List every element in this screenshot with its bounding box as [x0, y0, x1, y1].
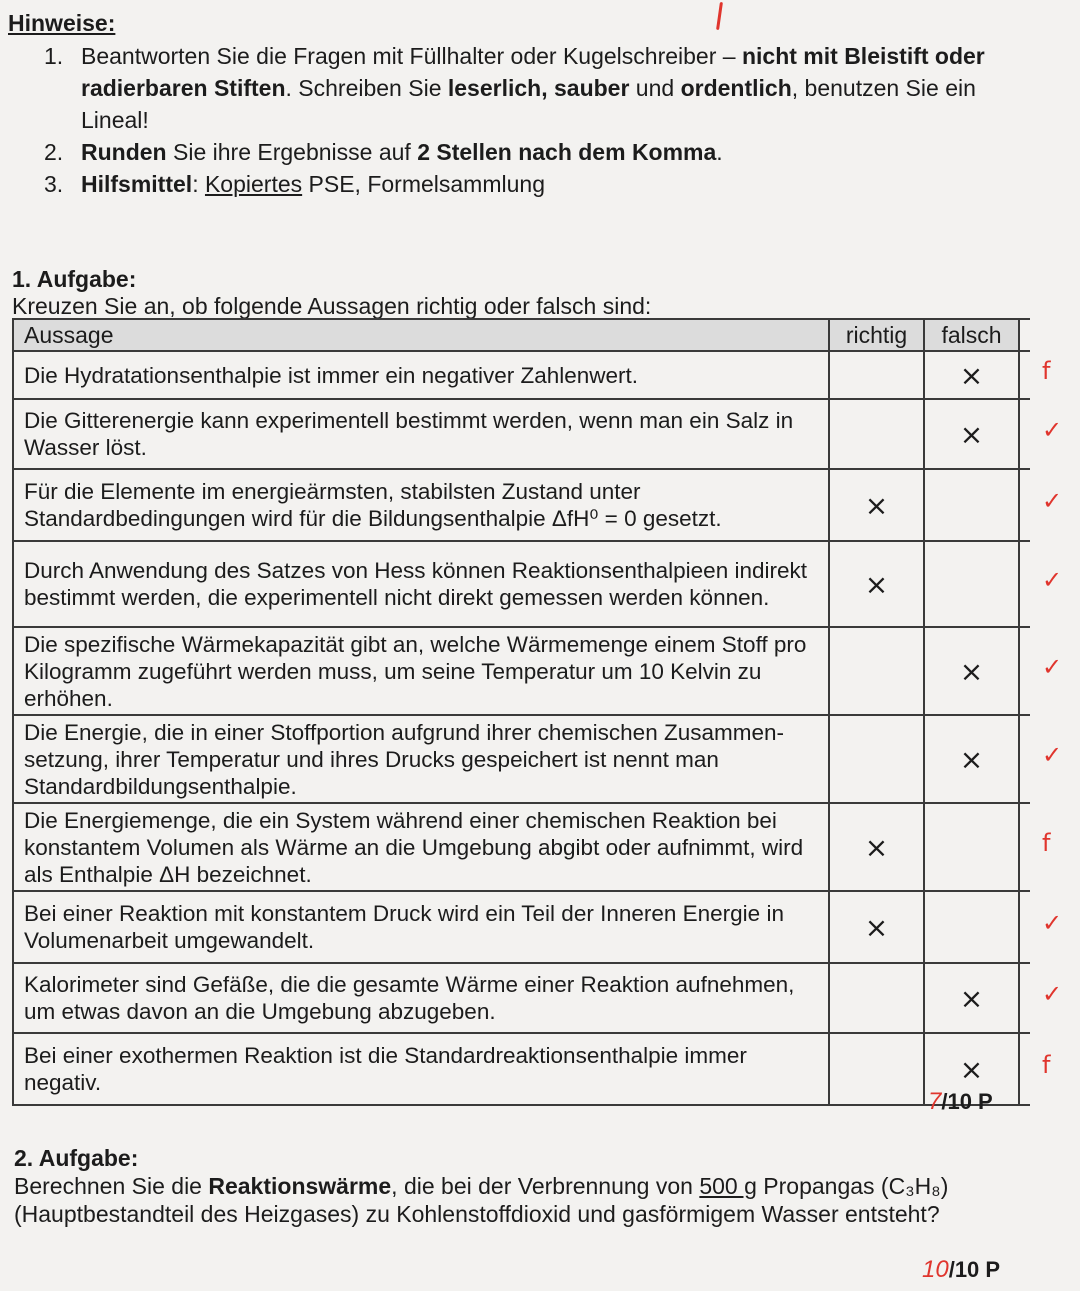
aufgabe2-text-part: Berechnen Sie die: [14, 1173, 209, 1199]
table-row: [12, 470, 1030, 542]
hinweis-text-part: . Schreiben Sie: [285, 75, 448, 101]
falsch-cross-cell: ×: [925, 400, 1020, 468]
aufgabe2-score: 10: [922, 1256, 949, 1283]
richtig-cross-cell: ×: [830, 804, 925, 890]
richtig-cross-cell: [830, 628, 925, 714]
hinweis-text-part: PSE, Formelsammlung: [302, 171, 545, 197]
check-mark-icon: ✓: [1042, 909, 1063, 937]
hinweis-text-part: , benutzen Sie ein Lineal!: [81, 75, 976, 133]
table-row: [12, 1034, 1030, 1106]
table-row: [12, 542, 1030, 628]
hinweis-text: [81, 168, 1024, 200]
richtig-cross-cell: [830, 400, 925, 468]
statement-text: Die Energiemenge, die ein System während einer chemischen Reaktion bei konstantem Volumen als Wärme an die Umgebung abgibt oder aufnimmt, wird als Enthalpie ΔH bezeichnet.: [12, 804, 830, 890]
header-aussage: Aussage: [12, 320, 830, 350]
hinweis-text-part: Sie ihre Ergebnisse auf: [166, 139, 418, 165]
aufgabe2-text-part: , die bei der Verbrennung von: [391, 1173, 700, 1199]
richtig-cross-cell: ×: [830, 542, 925, 626]
falsch-cross-cell: [925, 470, 1020, 540]
richtig-cross-cell: [830, 964, 925, 1032]
statement-text: Durch Anwendung des Satzes von Hess können Reaktionsenthalpieen indirekt bestimmt werden, die experimentell nicht direkt gemessen werden können.: [12, 542, 830, 626]
aufgabe2-points: [922, 1256, 1000, 1284]
table-row: [12, 400, 1030, 470]
falsch-cross-cell: [925, 892, 1020, 962]
table-row: [12, 804, 1030, 892]
wrong-mark-icon: f: [1042, 1051, 1051, 1079]
statement-text: Die Energie, die in einer Stoffportion aufgrund ihrer chemischen Zusammen-setzung, ihrer Temperatur und ihres Drucks gespeichert ist nennt man Standardbildungsenthalpie.: [12, 716, 830, 802]
table-row: [12, 892, 1030, 964]
wrong-mark-icon: f: [1042, 829, 1051, 857]
richtig-cross-cell: [830, 716, 925, 802]
hinweis-number: 1.: [44, 43, 64, 69]
hinweis-number: 2.: [44, 139, 64, 165]
aufgabe2-text-underlined: 500 g: [699, 1173, 757, 1199]
table-row: [12, 628, 1030, 716]
aufgabe1-title: 1. Aufgabe:: [12, 266, 137, 292]
hinweis-text: [81, 136, 1024, 168]
hinweis-text-part: und: [629, 75, 681, 101]
hinweis-text-part: Runden: [81, 139, 167, 165]
table-row: [12, 964, 1030, 1034]
aufgabe1-max: /10 P: [941, 1089, 993, 1114]
hinweise-title: Hinweise:: [8, 10, 116, 36]
hinweis-text-part: nicht mit Bleistift oder radierbaren Stiften: [81, 43, 985, 101]
check-mark-icon: ✓: [1042, 487, 1063, 515]
richtig-cross-cell: [830, 1034, 925, 1104]
falsch-cross-cell: ×: [925, 1034, 1020, 1104]
pen-stroke: [716, 2, 723, 30]
hinweis-number: 3.: [44, 171, 64, 197]
check-mark-icon: ✓: [1042, 980, 1063, 1008]
statements-table: [12, 318, 1030, 1106]
wrong-mark-icon: f: [1042, 357, 1051, 385]
falsch-cross-cell: ×: [925, 352, 1020, 398]
aufgabe2-max: /10 P: [948, 1257, 1001, 1282]
statement-text: Die spezifische Wärmekapazität gibt an, welche Wärmemenge einem Stoff pro Kilogramm zugeführt werden muss, um seine Temperatur um 10 Kelvin zu erhöhen.: [12, 628, 830, 714]
aufgabe1-score: 7: [928, 1088, 942, 1115]
hinweis-text-part: .: [716, 139, 723, 165]
check-mark-icon: ✓: [1042, 741, 1063, 769]
hinweis-text-part: Beantworten Sie die Fragen mit Füllhalter oder Kugelschreiber –: [81, 43, 742, 69]
table-row: [12, 352, 1030, 400]
aufgabe2-text: [14, 1172, 1014, 1228]
hinweis-text-part: ordentlich: [680, 75, 792, 101]
statement-text: Kalorimeter sind Gefäße, die die gesamte Wärme einer Reaktion aufnehmen, um etwas davon an die Umgebung abzugeben.: [12, 964, 830, 1032]
hinweis-text-part: Hilfsmittel: [81, 171, 193, 197]
header-richtig: richtig: [830, 320, 925, 350]
table-row: [12, 716, 1030, 804]
richtig-cross-cell: [830, 352, 925, 398]
falsch-cross-cell: ×: [925, 964, 1020, 1032]
check-mark-icon: ✓: [1042, 566, 1063, 594]
falsch-cross-cell: [925, 804, 1020, 890]
statement-text: Bei einer exothermen Reaktion ist die Standardreaktionsenthalpie immer negativ.: [12, 1034, 830, 1104]
falsch-cross-cell: [925, 542, 1020, 626]
statement-text: Die Gitterenergie kann experimentell bestimmt werden, wenn man ein Salz in Wasser löst.: [12, 400, 830, 468]
hinweis-text-part: Kopiertes: [204, 171, 303, 197]
hinweis-item: [44, 40, 1024, 136]
hinweis-text-part: leserlich, sauber: [447, 75, 630, 101]
aufgabe2-text-part: Propangas (C₃H₈) (Hauptbestandteil des Heizgases) zu Kohlenstoffdioxid und gasförmigem Wasser entsteht?: [14, 1173, 949, 1227]
hinweis-item: [44, 168, 1024, 200]
hinweise-list: [44, 40, 1024, 200]
richtig-cross-cell: ×: [830, 892, 925, 962]
aufgabe1-instruction: Kreuzen Sie an, ob folgende Aussagen richtig oder falsch sind:: [12, 293, 652, 319]
hinweis-text: [81, 40, 1024, 136]
richtig-cross-cell: ×: [830, 470, 925, 540]
header-falsch: falsch: [925, 320, 1020, 350]
hinweis-text-part: 2 Stellen nach dem Komma: [417, 139, 717, 165]
falsch-cross-cell: ×: [925, 628, 1020, 714]
statement-text: Bei einer Reaktion mit konstantem Druck wird ein Teil der Inneren Energie in Volumenarbeit umgewandelt.: [12, 892, 830, 962]
aufgabe2-text-bold: Reaktionswärme: [208, 1173, 392, 1199]
statement-text: Die Hydratationsenthalpie ist immer ein negativer Zahlenwert.: [12, 352, 830, 398]
hinweis-text-part: :: [192, 171, 205, 197]
check-mark-icon: ✓: [1042, 653, 1063, 681]
statement-text: Für die Elemente im energieärmsten, stabilsten Zustand unter Standardbedingungen wird für die Bildungsenthalpie ΔfH⁰ = 0 gesetzt.: [12, 470, 830, 540]
aufgabe1-points: [928, 1088, 993, 1116]
table-header-row: [12, 318, 1030, 352]
check-mark-icon: ✓: [1042, 416, 1063, 444]
falsch-cross-cell: ×: [925, 716, 1020, 802]
aufgabe2-title: 2. Aufgabe:: [14, 1145, 139, 1171]
hinweis-item: [44, 136, 1024, 168]
